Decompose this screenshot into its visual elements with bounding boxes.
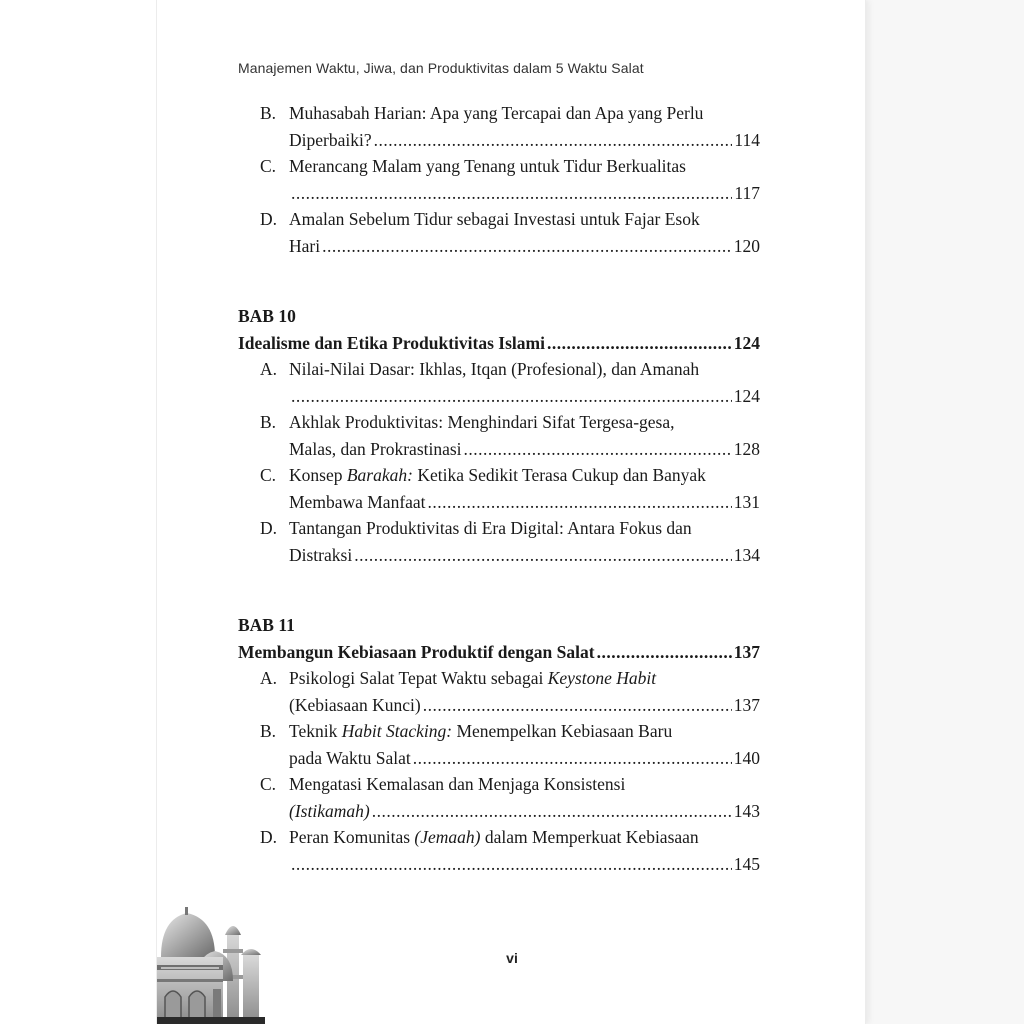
entry-page: 117	[734, 182, 760, 203]
entry-title: Muhasabah Harian: Apa yang Tercapai dan Apa yang Perlu	[289, 103, 704, 123]
entry-title: Nilai-Nilai Dasar: Ikhlas, Itqan (Profesional), dan Amanah	[289, 359, 700, 379]
entry-page: 137	[733, 694, 760, 715]
chapter-label: BAB 11	[238, 615, 295, 635]
italic-term: Keystone Habit	[547, 668, 657, 688]
chapter-page: 137	[733, 641, 760, 662]
toc-entry	[238, 462, 760, 515]
table-of-contents	[238, 100, 760, 877]
toc-entry	[238, 206, 760, 259]
chapter-label: BAB 10	[238, 306, 296, 326]
dot-leader	[597, 639, 732, 666]
chapter-title: Idealisme dan Etika Produktivitas Islami	[238, 332, 545, 353]
background-margin	[865, 0, 1024, 1024]
entry-page: 131	[733, 491, 760, 512]
entry-title: Akhlak Produktivitas: Menghindari Sifat Tergesa-gesa,	[289, 412, 675, 432]
entry-title: Tantangan Produktivitas di Era Digital: Antara Fokus dan	[289, 518, 692, 538]
chapter-title: Membangun Kebiasaan Produktif dengan Salat	[238, 641, 595, 662]
entry-page: 114	[734, 129, 760, 150]
entry-letter: C.	[260, 774, 277, 794]
dot-leader	[354, 542, 732, 569]
entry-letter: C.	[260, 465, 277, 485]
entry-page: 134	[733, 544, 760, 565]
entry-title: Mengatasi Kemalasan dan Menjaga Konsistensi	[289, 774, 626, 794]
dot-leader	[547, 330, 732, 357]
italic-term: (Jemaah)	[414, 827, 481, 847]
toc-entry	[238, 100, 760, 153]
entry-title-cont: Malas, dan Prokrastinasi	[289, 438, 462, 459]
entry-title: Merancang Malam yang Tenang untuk Tidur Berkualitas	[289, 156, 686, 176]
entry-title: Teknik Habit Stacking: Menempelkan Kebiasaan Baru	[289, 721, 673, 741]
entry-page: 145	[733, 853, 760, 874]
toc-entry	[238, 824, 760, 877]
entry-letter: D.	[260, 209, 278, 229]
dot-leader	[464, 436, 732, 463]
entry-page: 140	[733, 747, 760, 768]
toc-entry	[238, 771, 760, 824]
dot-leader	[428, 489, 732, 516]
toc-entry	[238, 409, 760, 462]
chapter-title-row	[238, 330, 760, 357]
entry-letter: B.	[260, 721, 277, 741]
entry-letter: D.	[260, 827, 278, 847]
entry-title-cont: pada Waktu Salat	[289, 747, 411, 768]
toc-entry	[238, 356, 760, 409]
entry-title: Psikologi Salat Tepat Waktu sebagai Keystone Habit	[289, 668, 657, 688]
running-header: Manajemen Waktu, Jiwa, dan Produktivitas dalam 5 Waktu Salat	[238, 60, 644, 76]
entry-letter: A.	[260, 359, 278, 379]
chapter-page: 124	[733, 332, 760, 353]
dot-leader	[291, 851, 732, 878]
toc-entry	[238, 515, 760, 568]
italic-term: Barakah:	[346, 465, 413, 485]
entry-title-cont: Distraksi	[289, 544, 353, 565]
toc-entry	[238, 718, 760, 771]
entry-letter: C.	[260, 156, 277, 176]
toc-entry	[238, 153, 760, 206]
italic-term: Habit Stacking:	[341, 721, 453, 741]
dot-leader	[413, 745, 732, 772]
entry-title: Konsep Barakah: Ketika Sedikit Terasa Cukup dan Banyak	[289, 465, 706, 485]
entry-letter: B.	[260, 103, 277, 123]
dot-leader	[374, 127, 733, 154]
entry-title-cont: (Kebiasaan Kunci)	[289, 694, 421, 715]
entry-page: 128	[733, 438, 760, 459]
chapter-title-row	[238, 639, 760, 666]
entry-letter: A.	[260, 668, 278, 688]
entry-title: Peran Komunitas (Jemaah) dalam Memperkuat Kebiasaan	[289, 827, 699, 847]
entry-title-cont: Hari	[289, 235, 321, 256]
page-number: vi	[506, 950, 518, 966]
entry-page: 124	[733, 385, 760, 406]
dot-leader	[372, 798, 732, 825]
entry-title-cont: Diperbaiki?	[289, 129, 372, 150]
entry-page: 120	[733, 235, 760, 256]
entry-letter: D.	[260, 518, 278, 538]
dot-leader	[423, 692, 732, 719]
italic-term: (Istikamah)	[289, 800, 370, 821]
entry-title: Amalan Sebelum Tidur sebagai Investasi untuk Fajar Esok	[289, 209, 700, 229]
dot-leader	[322, 233, 732, 260]
entry-title-cont: Membawa Manfaat	[289, 491, 426, 512]
dot-leader	[291, 383, 732, 410]
entry-letter: B.	[260, 412, 277, 432]
dot-leader	[291, 180, 732, 207]
toc-entry	[238, 665, 760, 718]
entry-page: 143	[733, 800, 760, 821]
